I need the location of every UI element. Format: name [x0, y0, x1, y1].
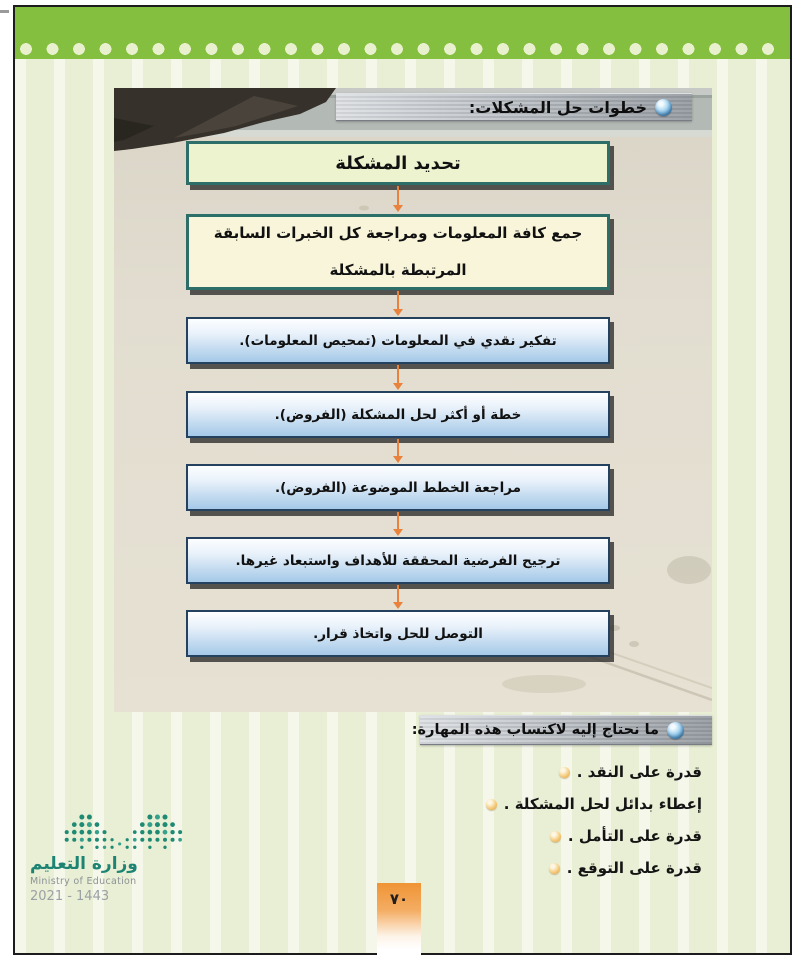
crop-mark: [0, 10, 9, 13]
top-green-band: [15, 7, 791, 59]
ministry-logo-dots-icon: [58, 812, 188, 854]
arrow-down-icon: [391, 291, 405, 316]
header-sphere-icon: [667, 722, 684, 739]
list-item: [380, 788, 702, 820]
flow-step-text: تفكير نقدي في المعلومات (تمحيص المعلومات).: [239, 332, 557, 349]
flow-step-reach-decision: [186, 610, 610, 657]
flow-step-text: خطة أو أكثر لحل المشكلة (الفروض).: [274, 406, 522, 423]
list-item: [380, 756, 702, 788]
skill-text: قدرة على النقد .: [576, 763, 702, 781]
flow-step-solution-plans: [186, 391, 610, 438]
skill-text: قدرة على التوقع .: [566, 859, 702, 877]
flow-step-select-hypothesis: [186, 537, 610, 584]
arrow-down-icon: [391, 512, 405, 536]
section-header-skill-requirements: [411, 715, 712, 745]
skill-text: إعطاء بدائل لحل المشكلة .: [503, 795, 702, 813]
page-number-box: [377, 883, 421, 961]
flow-step-text: التوصل للحل واتخاذ قرار.: [313, 625, 483, 642]
skill-text: قدرة على التأمل .: [567, 827, 702, 845]
arrow-down-icon: [391, 365, 405, 390]
flow-step-text: مراجعة الخطط الموضوعة (الفروض).: [275, 479, 522, 496]
band-dots-decoration: [19, 42, 787, 56]
skills-list: [380, 756, 702, 884]
bullet-dot-icon: [486, 799, 497, 810]
flow-step-review-plans: [186, 464, 610, 511]
ministry-name-arabic: وزارة التعليم: [30, 854, 138, 874]
flow-step-text: ترجيح الفرضية المحققة للأهداف واستبعاد غيرها.: [235, 552, 561, 569]
arrow-down-icon: [391, 585, 405, 609]
section-header-problem-steps: [336, 93, 692, 121]
edition-year: 2021 - 1443: [30, 889, 110, 904]
arrow-down-icon: [391, 439, 405, 463]
flow-step-text: تحديد المشكلة: [335, 152, 461, 174]
bullet-dot-icon: [549, 863, 560, 874]
ministry-name-english: Ministry of Education: [30, 876, 137, 887]
flow-step-critical-thinking: [186, 317, 610, 364]
list-item: [380, 852, 702, 884]
flow-step-text: جمع كافة المعلومات ومراجعة كل الخبرات السابقة المرتبطة بالمشكلة: [213, 224, 583, 279]
flow-step-identify-problem: [186, 141, 610, 185]
section-header-label: ما نحتاج إليه لاكتساب هذه المهارة:: [411, 722, 659, 738]
list-item: [380, 820, 702, 852]
page-number: ٧٠: [389, 890, 409, 908]
ministry-logo: [30, 810, 200, 910]
section-header-label: خطوات حل المشكلات:: [468, 97, 647, 117]
header-sphere-icon: [655, 99, 672, 116]
arrow-down-icon: [391, 186, 405, 212]
bullet-dot-icon: [550, 831, 561, 842]
bullet-dot-icon: [559, 767, 570, 778]
flow-step-gather-information: [186, 214, 610, 290]
